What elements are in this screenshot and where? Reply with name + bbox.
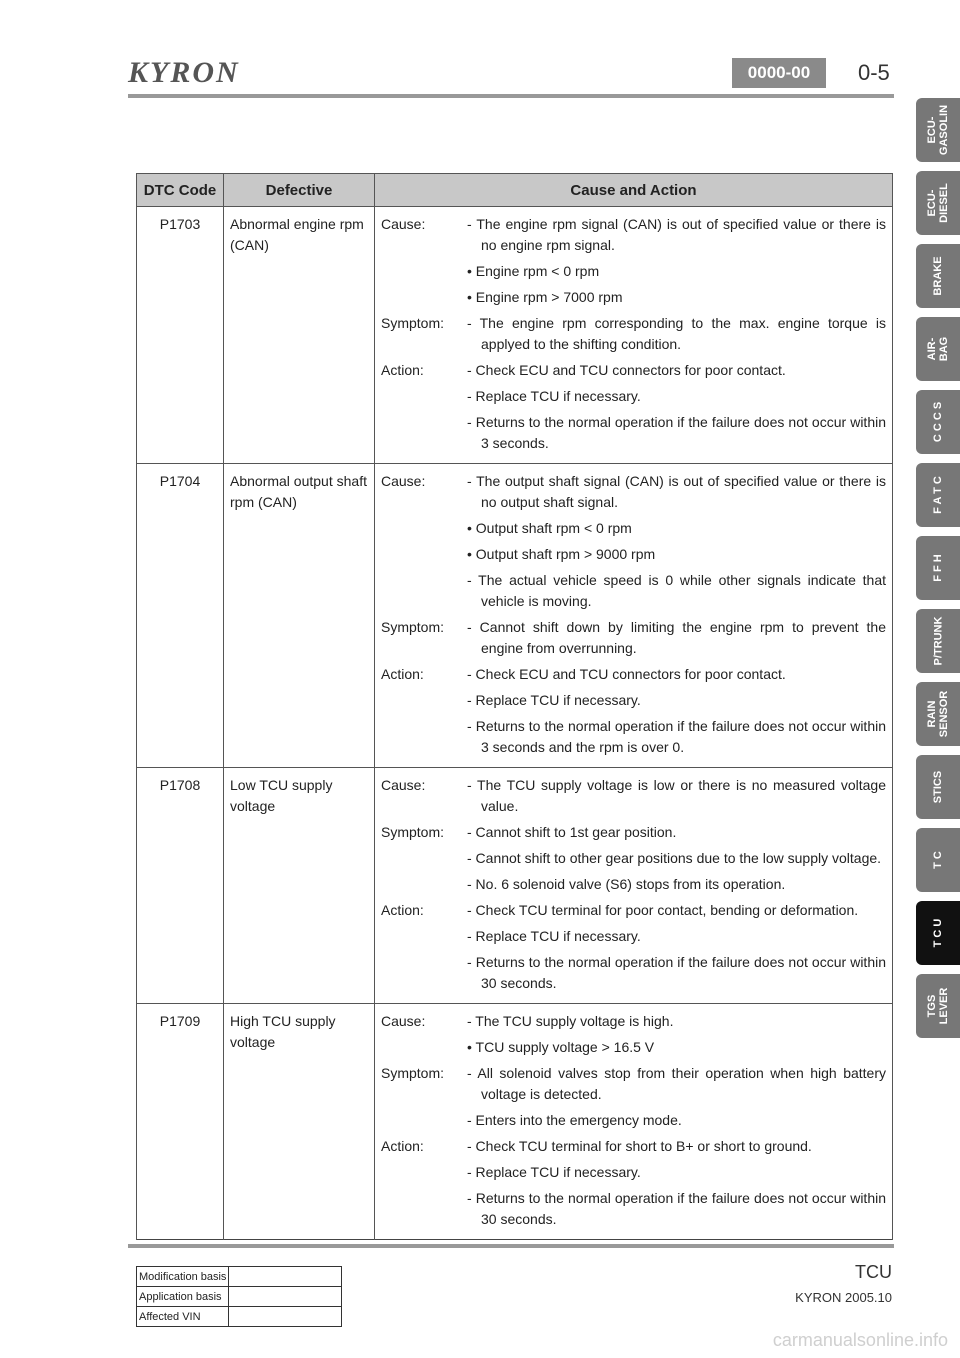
cause-action-cell bbox=[375, 207, 893, 464]
side-tab-label: P/TRUNK bbox=[932, 616, 945, 666]
line-text: - Enters into the emergency mode. bbox=[467, 1112, 682, 1128]
side-tab-label: BRAKE bbox=[932, 256, 944, 296]
side-tab[interactable] bbox=[916, 390, 960, 454]
line-label bbox=[381, 518, 467, 539]
section-code-badge: 0000-00 bbox=[732, 58, 826, 88]
line-text: - The engine rpm corresponding to the max. engine torque is applyed to the shifting condition. bbox=[467, 315, 886, 352]
modification-basis-value bbox=[229, 1267, 342, 1287]
cause-action-line bbox=[381, 1011, 886, 1032]
cause-action-line bbox=[381, 1188, 886, 1230]
line-text: - The TCU supply voltage is high. bbox=[467, 1013, 674, 1029]
side-tab[interactable] bbox=[916, 98, 960, 162]
line-label bbox=[381, 1037, 467, 1058]
line-label bbox=[381, 386, 467, 407]
cause-action-line bbox=[381, 386, 886, 407]
side-tab-label: STICS bbox=[932, 770, 944, 804]
cause-action-line bbox=[381, 412, 886, 454]
cause-action-line bbox=[381, 1162, 886, 1183]
cause-action-line bbox=[381, 1110, 886, 1131]
cause-action-line bbox=[381, 848, 886, 869]
line-text: • TCU supply voltage > 16.5 V bbox=[467, 1039, 655, 1055]
cause-action-line bbox=[381, 716, 886, 758]
side-tab[interactable] bbox=[916, 317, 960, 381]
cause-action-line bbox=[381, 690, 886, 711]
line-label bbox=[381, 952, 467, 994]
line-label: Symptom: bbox=[381, 824, 445, 840]
line-label: Action: bbox=[381, 362, 424, 378]
side-tab-label: F F H bbox=[932, 554, 944, 582]
defective-cell: Abnormal engine rpm (CAN) bbox=[224, 207, 375, 464]
header-divider bbox=[128, 94, 894, 98]
line-label bbox=[381, 848, 467, 869]
footer-model-date: KYRON 2005.10 bbox=[795, 1290, 892, 1305]
side-tab-label: RAIN SENSOR bbox=[926, 690, 950, 738]
side-tab-label: TGS LEVER bbox=[926, 987, 950, 1025]
line-text: - Check TCU terminal for poor contact, bending or deformation. bbox=[467, 902, 859, 918]
line-label: Cause: bbox=[381, 777, 426, 793]
line-label: Action: bbox=[381, 1138, 424, 1154]
line-label bbox=[381, 1162, 467, 1183]
cause-action-cell bbox=[375, 768, 893, 1004]
cause-action-line bbox=[381, 822, 886, 843]
line-text: - All solenoid valves stop from their operation when high battery voltage is detected. bbox=[467, 1065, 886, 1102]
line-label bbox=[381, 261, 467, 282]
line-label bbox=[381, 926, 467, 947]
line-label: Symptom: bbox=[381, 1065, 445, 1081]
cause-action-line bbox=[381, 874, 886, 895]
line-label: Cause: bbox=[381, 473, 426, 489]
footer-section-name: TCU bbox=[855, 1262, 892, 1282]
affected-vin-label: Affected VIN bbox=[137, 1307, 229, 1327]
line-label: Symptom: bbox=[381, 315, 445, 331]
brand-logo: KYRON bbox=[128, 56, 240, 89]
cause-action-line bbox=[381, 1037, 886, 1058]
side-tab[interactable] bbox=[916, 244, 960, 308]
table-row bbox=[137, 464, 893, 768]
application-basis-value bbox=[229, 1287, 342, 1307]
line-text: - Check ECU and TCU connectors for poor contact. bbox=[467, 362, 786, 378]
dtc-code-cell: P1709 bbox=[137, 1004, 224, 1240]
defective-cell: Abnormal output shaft rpm (CAN) bbox=[224, 464, 375, 768]
side-tab-label: ECU- GASOLIN bbox=[926, 104, 950, 156]
cause-action-line bbox=[381, 287, 886, 308]
line-text: - Cannot shift down by limiting the engine rpm to prevent the engine from overrunning. bbox=[467, 619, 886, 656]
side-tab-label: F A T C bbox=[932, 476, 944, 514]
side-tab[interactable] bbox=[916, 755, 960, 819]
cause-action-cell bbox=[375, 1004, 893, 1240]
side-tab-label: C C C S bbox=[932, 401, 944, 443]
line-label bbox=[381, 1188, 467, 1230]
side-tab[interactable] bbox=[916, 171, 960, 235]
dtc-code-cell: P1704 bbox=[137, 464, 224, 768]
line-label: Cause: bbox=[381, 216, 426, 232]
line-label bbox=[381, 544, 467, 565]
side-tab[interactable] bbox=[916, 901, 960, 965]
line-label bbox=[381, 874, 467, 895]
line-text: - No. 6 solenoid valve (S6) stops from its operation. bbox=[467, 876, 786, 892]
side-tab-label: ECU- DIESEL bbox=[926, 183, 950, 223]
cause-action-cell bbox=[375, 464, 893, 768]
cause-action-line bbox=[381, 1063, 886, 1105]
line-label bbox=[381, 716, 467, 758]
line-text: - Check ECU and TCU connectors for poor contact. bbox=[467, 666, 786, 682]
line-label bbox=[381, 570, 467, 612]
line-text: - Cannot shift to 1st gear position. bbox=[467, 824, 677, 840]
line-label bbox=[381, 412, 467, 454]
line-text: - Replace TCU if necessary. bbox=[467, 928, 641, 944]
cause-action-line bbox=[381, 775, 886, 817]
side-tab[interactable] bbox=[916, 974, 960, 1038]
line-text: - The output shaft signal (CAN) is out of specified value or there is no output shaft signal. bbox=[467, 473, 886, 510]
line-text: - Returns to the normal operation if the failure does not occur within 3 seconds. bbox=[467, 414, 886, 451]
line-text: • Engine rpm > 7000 rpm bbox=[467, 289, 623, 305]
cause-action-line bbox=[381, 1136, 886, 1157]
line-text: - Cannot shift to other gear positions due to the low supply voltage. bbox=[467, 850, 882, 866]
line-text: - Check TCU terminal for short to B+ or short to ground. bbox=[467, 1138, 812, 1154]
line-text: • Output shaft rpm > 9000 rpm bbox=[467, 546, 656, 562]
side-tab[interactable] bbox=[916, 828, 960, 892]
side-tab[interactable] bbox=[916, 463, 960, 527]
application-basis-label: Application basis bbox=[137, 1287, 229, 1307]
line-text: • Output shaft rpm < 0 rpm bbox=[467, 520, 632, 536]
line-label: Symptom: bbox=[381, 619, 445, 635]
modification-table bbox=[136, 1266, 342, 1327]
watermark: carmanualsonline.info bbox=[772, 1330, 948, 1350]
side-tab-label: AIR-BAG bbox=[926, 336, 950, 362]
cause-action-line bbox=[381, 926, 886, 947]
cause-action-line bbox=[381, 214, 886, 256]
defective-cell: High TCU supply voltage bbox=[224, 1004, 375, 1240]
table-row bbox=[137, 1004, 893, 1240]
table-row bbox=[137, 207, 893, 464]
dtc-code-cell: P1708 bbox=[137, 768, 224, 1004]
line-label: Action: bbox=[381, 666, 424, 682]
cause-action-line bbox=[381, 544, 886, 565]
cause-action-line bbox=[381, 360, 886, 381]
line-label bbox=[381, 287, 467, 308]
line-text: - Returns to the normal operation if the failure does not occur within 30 seconds. bbox=[467, 1190, 886, 1227]
table-header-row bbox=[137, 174, 893, 207]
modification-basis-label: Modification basis bbox=[137, 1267, 229, 1287]
line-text: - Replace TCU if necessary. bbox=[467, 1164, 641, 1180]
side-tab-label: T C U bbox=[932, 918, 944, 948]
cause-action-line bbox=[381, 952, 886, 994]
affected-vin-value bbox=[229, 1307, 342, 1327]
dtc-table bbox=[136, 173, 893, 1240]
footer-divider bbox=[128, 1244, 894, 1248]
line-text: - The engine rpm signal (CAN) is out of specified value or there is no engine rpm signal. bbox=[467, 216, 886, 253]
line-text: - Returns to the normal operation if the failure does not occur within 3 seconds and the rpm is over 0. bbox=[467, 718, 886, 755]
line-label: Action: bbox=[381, 902, 424, 918]
header-defective: Defective bbox=[224, 174, 375, 207]
side-tab-label: T C bbox=[932, 851, 944, 869]
cause-action-line bbox=[381, 261, 886, 282]
side-tab[interactable] bbox=[916, 609, 960, 673]
line-text: • Engine rpm < 0 rpm bbox=[467, 263, 600, 279]
line-text: - Replace TCU if necessary. bbox=[467, 692, 641, 708]
cause-action-line bbox=[381, 518, 886, 539]
cause-action-line bbox=[381, 617, 886, 659]
header-cause-action: Cause and Action bbox=[375, 174, 893, 207]
dtc-code-cell: P1703 bbox=[137, 207, 224, 464]
line-text: - Replace TCU if necessary. bbox=[467, 388, 641, 404]
page-number: 0-5 bbox=[858, 60, 890, 85]
line-text: - The TCU supply voltage is low or there is no measured voltage value. bbox=[467, 777, 886, 814]
cause-action-line bbox=[381, 664, 886, 685]
header-dtc-code: DTC Code bbox=[137, 174, 224, 207]
line-label bbox=[381, 1110, 467, 1131]
cause-action-line bbox=[381, 570, 886, 612]
line-text: - Returns to the normal operation if the failure does not occur within 30 seconds. bbox=[467, 954, 886, 991]
defective-cell: Low TCU supply voltage bbox=[224, 768, 375, 1004]
cause-action-line bbox=[381, 313, 886, 355]
table-row bbox=[137, 768, 893, 1004]
line-label: Cause: bbox=[381, 1013, 426, 1029]
side-tab[interactable] bbox=[916, 682, 960, 746]
cause-action-line bbox=[381, 900, 886, 921]
line-text: - The actual vehicle speed is 0 while other signals indicate that vehicle is moving. bbox=[467, 572, 886, 609]
line-label bbox=[381, 690, 467, 711]
cause-action-line bbox=[381, 471, 886, 513]
side-tab[interactable] bbox=[916, 536, 960, 600]
